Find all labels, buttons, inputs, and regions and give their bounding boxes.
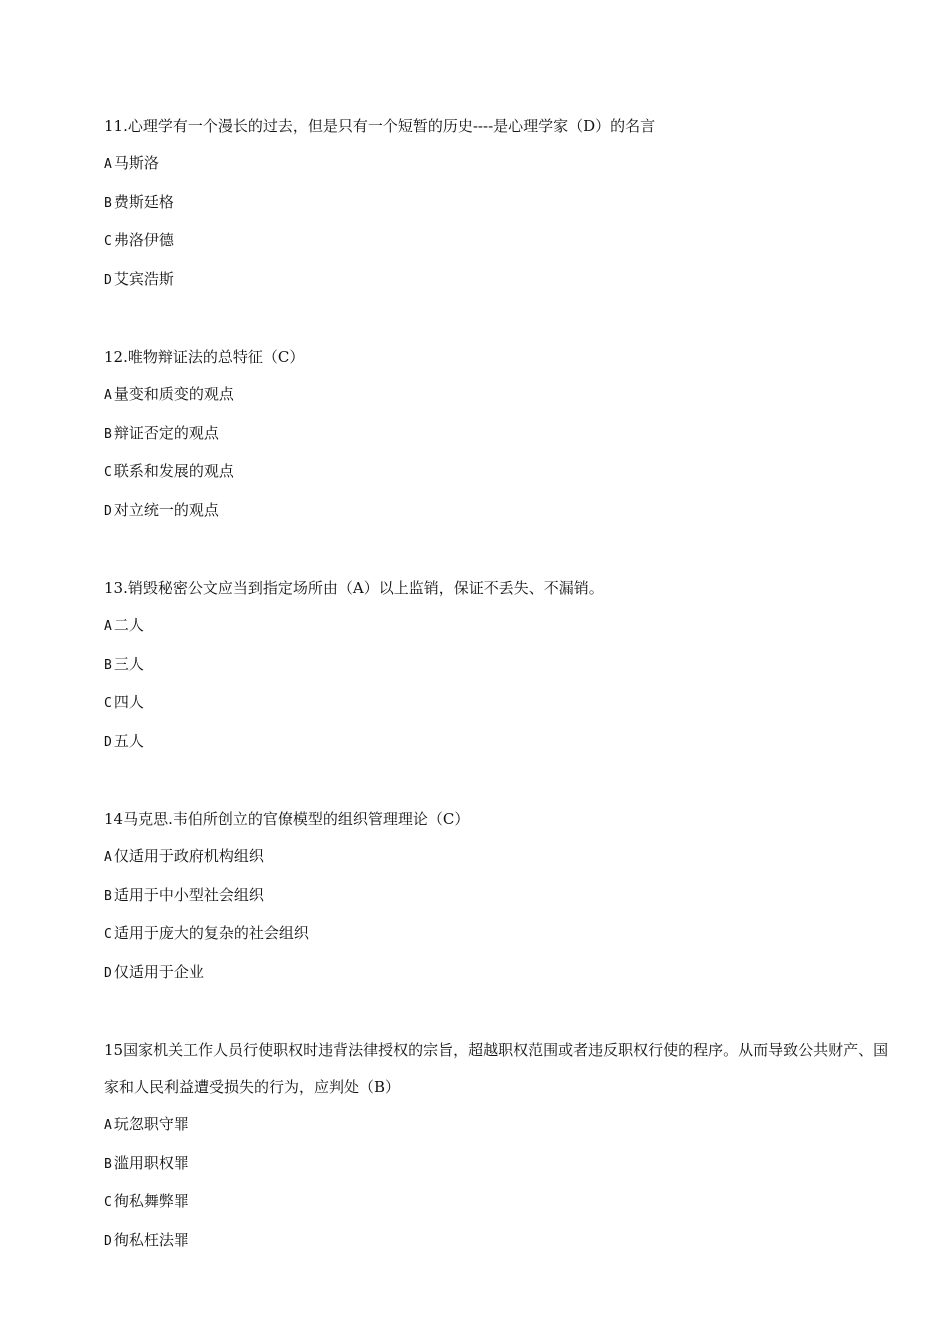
option-text: 联系和发展的观点 xyxy=(113,462,234,480)
question-text: 15国家机关工作人员行使职权时违背法律授权的宗旨，超越职权范围或者违反职权行使的程序。从而导致公共财产、国家和人民利益遭受损失的行为，应判处（B） xyxy=(104,1041,889,1096)
question-text: 14马克思.韦伯所创立的官僚模型的组织管理理论（C） xyxy=(104,810,470,828)
option-text: 对立统一的观点 xyxy=(113,500,219,519)
option-letter: B xyxy=(104,888,112,904)
option-letter: B xyxy=(104,195,112,211)
option-d xyxy=(104,954,894,993)
option-letter: D xyxy=(104,734,112,750)
option-text: 艾宾浩斯 xyxy=(113,269,174,288)
option-letter: A xyxy=(104,157,112,172)
option-letter: D xyxy=(104,1233,112,1249)
option-a xyxy=(104,145,894,184)
question-15 xyxy=(104,1032,894,1260)
document-page xyxy=(104,108,894,1300)
option-d xyxy=(104,1222,894,1261)
option-text: 量变和质变的观点 xyxy=(113,385,234,403)
option-letter: C xyxy=(104,927,112,942)
option-c xyxy=(104,915,894,954)
option-c xyxy=(104,453,894,492)
option-text: 三人 xyxy=(113,654,144,673)
option-a xyxy=(104,376,894,415)
option-b xyxy=(104,184,894,223)
option-d xyxy=(104,492,894,531)
option-text: 滥用职权罪 xyxy=(113,1153,189,1172)
option-b xyxy=(104,646,894,685)
option-text: 适用于庞大的复杂的社会组织 xyxy=(113,924,309,942)
option-letter: B xyxy=(104,657,112,673)
question-text: 11.心理学有一个漫长的过去，但是只有一个短暂的历史----是心理学家（D）的名言 xyxy=(104,117,656,135)
question-11 xyxy=(104,108,894,299)
option-letter: A xyxy=(104,619,112,634)
option-letter: C xyxy=(104,465,112,480)
option-letter: C xyxy=(104,696,112,711)
question-13 xyxy=(104,570,894,761)
option-letter: A xyxy=(104,1118,112,1133)
option-text: 费斯廷格 xyxy=(113,192,174,211)
option-a xyxy=(104,1106,894,1145)
option-text: 徇私舞弊罪 xyxy=(113,1192,189,1210)
option-letter: D xyxy=(104,503,112,519)
option-text: 玩忽职守罪 xyxy=(113,1115,189,1133)
option-c xyxy=(104,684,894,723)
option-text: 五人 xyxy=(113,731,144,750)
option-letter: B xyxy=(104,426,112,442)
option-text: 弗洛伊德 xyxy=(113,231,174,249)
option-a xyxy=(104,838,894,877)
option-b xyxy=(104,1145,894,1184)
option-letter: C xyxy=(104,234,112,249)
question-text: 12.唯物辩证法的总特征（C） xyxy=(104,348,305,366)
option-d xyxy=(104,261,894,300)
question-12 xyxy=(104,339,894,530)
option-letter: D xyxy=(104,272,112,288)
option-text: 徇私枉法罪 xyxy=(113,1230,189,1249)
option-c xyxy=(104,222,894,261)
option-letter: A xyxy=(104,850,112,865)
option-letter: B xyxy=(104,1156,112,1172)
option-letter: C xyxy=(104,1195,112,1210)
option-a xyxy=(104,607,894,646)
option-text: 适用于中小型社会组织 xyxy=(113,885,264,904)
option-b xyxy=(104,415,894,454)
option-c xyxy=(104,1183,894,1222)
option-d xyxy=(104,723,894,762)
question-14 xyxy=(104,801,894,992)
option-text: 四人 xyxy=(113,693,144,711)
option-text: 二人 xyxy=(113,616,144,634)
option-text: 马斯洛 xyxy=(113,154,159,172)
option-letter: A xyxy=(104,388,112,403)
option-b xyxy=(104,877,894,916)
option-text: 辩证否定的观点 xyxy=(113,423,219,442)
option-text: 仅适用于政府机构组织 xyxy=(113,847,264,865)
option-letter: D xyxy=(104,965,112,981)
question-text: 13.销毁秘密公文应当到指定场所由（A）以上监销，保证不丢失、不漏销。 xyxy=(104,579,604,597)
option-text: 仅适用于企业 xyxy=(113,962,204,981)
